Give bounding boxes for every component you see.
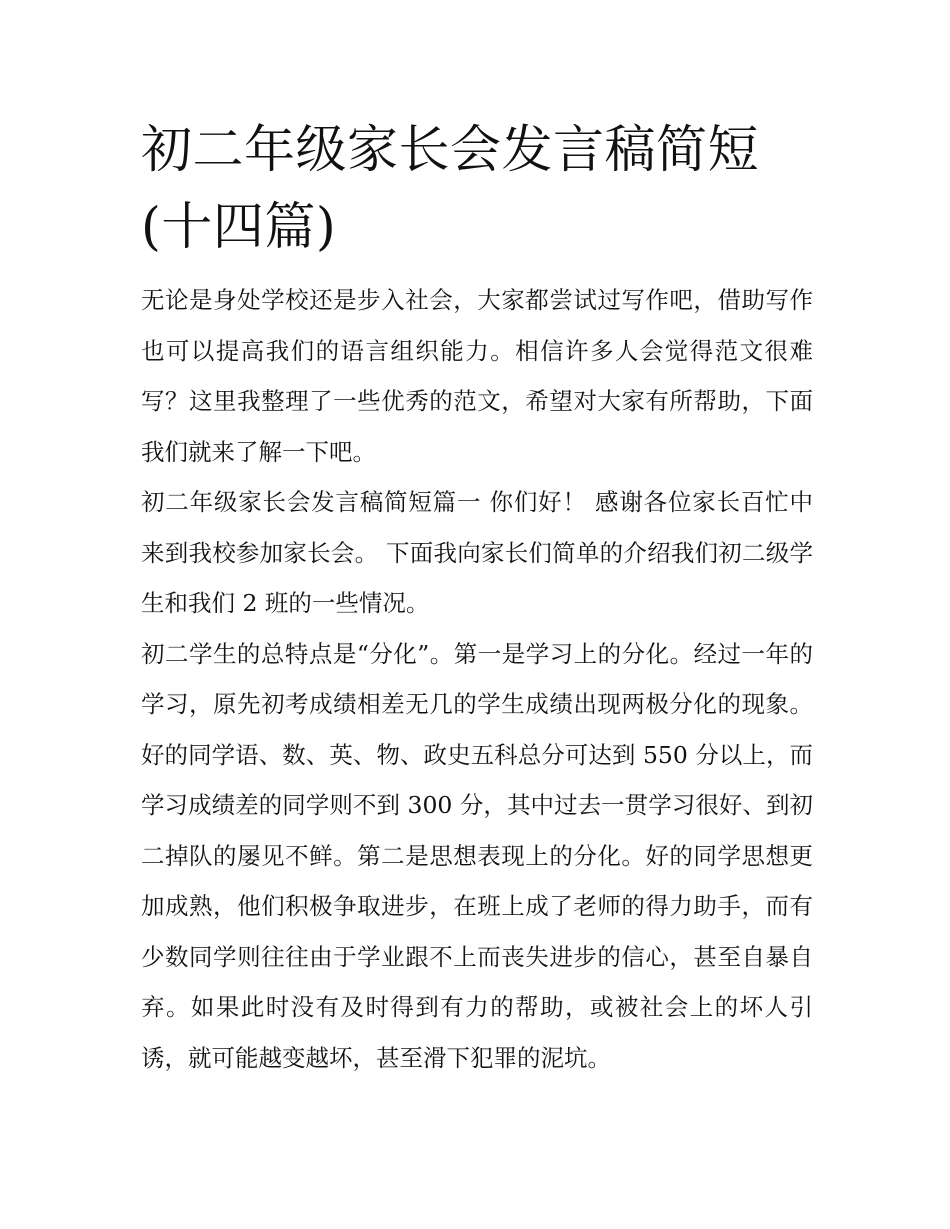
document-title: 初二年级家长会发言稿简短(十四篇) (141, 121, 760, 257)
speech-opening-paragraph: 初二年级家长会发言稿简短篇一 你们好！ 感谢各位家长百忙中来到我校参加家长会。 下面我向家长们简单的介绍我们初二级学生和我们 2 班的一些情况。 (141, 488, 813, 617)
student-characteristics-paragraph: 初二学生的总特点是“分化”。第一是学习上的分化。经过一年的学习，原先初考成绩相差无几的学生成绩出现两极分化的现象。好的同学语、数、英、物、政史五科总分可达到 550 分以上，而学习成绩差的同学则不到 300 分，其中过去一贯学习很好、到初二掉队的屡见不鲜。第二是思想表现上的分化。好的同学思想更加成熟，他们积极争取进步，在班上成了老师的得力助手，而有少数同学则往往由于学业跟不上而丧失进步的信心，甚至自暴自弃。如果此时没有及时得到有力的帮助，或被社会上的坏人引诱，就可能越变越坏，甚至滑下犯罪的泥坑。 (141, 639, 813, 1072)
intro-paragraph: 无论是身处学校还是步入社会，大家都尝试过写作吧，借助写作也可以提高我们的语言组织能力。相信许多人会觉得范文很难写？这里我整理了一些优秀的范文，希望对大家有所帮助，下面我们就来了解一下吧。 (141, 286, 813, 466)
document-body (141, 112, 813, 1083)
